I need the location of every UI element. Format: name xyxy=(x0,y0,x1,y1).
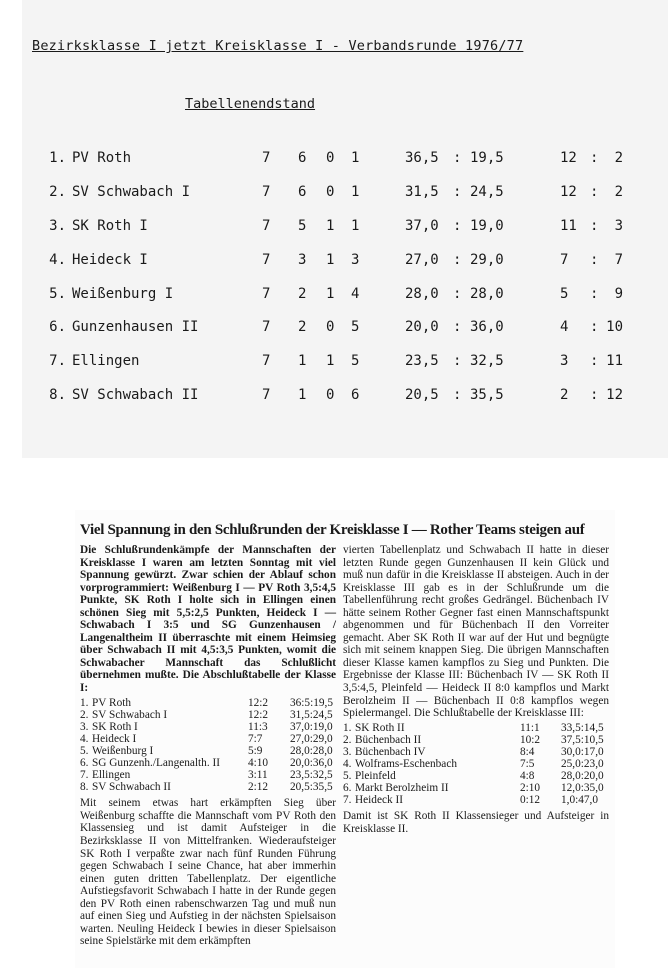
rank-cell: 1. xyxy=(80,696,89,709)
team-cell: Ellingen xyxy=(92,769,131,782)
table-row xyxy=(80,781,336,793)
separator: : xyxy=(590,387,599,403)
wins-cell: 6 xyxy=(298,184,307,200)
team-cell: SG Gunzenh./Langenalth. II xyxy=(92,757,220,770)
board-points-cell: 12,0:35,0 xyxy=(561,782,604,795)
standings-row xyxy=(0,252,668,274)
class-one-table xyxy=(80,697,336,794)
standings-row xyxy=(0,286,668,308)
board-points-against-cell: 19,0 xyxy=(470,218,504,234)
losses-cell: 4 xyxy=(351,286,360,302)
table-row xyxy=(80,709,336,721)
wins-cell: 2 xyxy=(298,319,307,335)
standings-row xyxy=(0,218,668,240)
games-cell: 7 xyxy=(262,387,271,403)
board-points-against-cell: 36,0 xyxy=(470,319,504,335)
points-cell: 2:10 xyxy=(520,782,541,795)
table-row xyxy=(80,757,336,769)
draws-cell: 0 xyxy=(326,184,335,200)
standings-row xyxy=(0,353,668,375)
board-points-cell: 31,5:24,5 xyxy=(290,708,333,721)
wins-cell: 5 xyxy=(298,218,307,234)
separator: : xyxy=(590,319,599,335)
games-cell: 7 xyxy=(262,218,271,234)
points-against-cell: 7 xyxy=(614,252,623,268)
rank-cell: 1. xyxy=(49,150,66,166)
rank-cell: 7. xyxy=(343,794,352,807)
team-cell: SK Roth I xyxy=(92,720,138,733)
clipping-left-column xyxy=(80,544,336,948)
losses-cell: 5 xyxy=(351,353,360,369)
rank-cell: 3. xyxy=(80,720,89,733)
points-for-cell: 4 xyxy=(560,319,569,335)
board-points-cell: 37,5:10,5 xyxy=(561,733,604,746)
team-cell: PV Roth xyxy=(72,150,132,166)
points-cell: 11:1 xyxy=(520,721,540,734)
points-cell: 11:3 xyxy=(248,720,268,733)
points-cell: 2:12 xyxy=(248,781,269,794)
board-points-cell: 30,0:17,0 xyxy=(561,745,604,758)
team-cell: Heideck I xyxy=(92,732,137,745)
draws-cell: 1 xyxy=(326,353,335,369)
wins-cell: 1 xyxy=(298,353,307,369)
team-cell: Gunzenhausen II xyxy=(72,319,199,335)
points-against-cell: 2 xyxy=(614,184,623,200)
board-points-for-cell: 27,0 xyxy=(405,252,439,268)
draws-cell: 0 xyxy=(326,150,335,166)
team-cell: Büchenbach IV xyxy=(355,745,426,758)
separator: : xyxy=(453,252,462,268)
separator: : xyxy=(590,252,599,268)
rank-cell: 5. xyxy=(49,286,66,302)
separator: : xyxy=(453,286,462,302)
games-cell: 7 xyxy=(262,353,271,369)
board-points-against-cell: 24,5 xyxy=(470,184,504,200)
points-cell: 4:10 xyxy=(248,757,269,770)
draws-cell: 1 xyxy=(326,286,335,302)
team-cell: SV Schwabach I xyxy=(72,184,191,200)
points-for-cell: 12 xyxy=(560,184,577,200)
points-cell: 7:5 xyxy=(520,757,535,770)
board-points-for-cell: 23,5 xyxy=(405,353,439,369)
clipping-right-column xyxy=(343,544,609,835)
team-cell: PV Roth xyxy=(92,696,132,709)
table-row xyxy=(343,734,609,746)
points-for-cell: 5 xyxy=(560,286,569,302)
board-points-cell: 20,0:36,0 xyxy=(290,757,333,770)
board-points-cell: 28,0:28,0 xyxy=(290,744,333,757)
team-cell: SV Schwabach I xyxy=(92,708,168,721)
team-cell: SV Schwabach II xyxy=(92,781,171,794)
points-for-cell: 2 xyxy=(560,387,569,403)
board-points-for-cell: 31,5 xyxy=(405,184,439,200)
board-points-for-cell: 28,0 xyxy=(405,286,439,302)
points-cell: 7:7 xyxy=(248,732,263,745)
points-cell: 8:4 xyxy=(520,745,535,758)
table-row xyxy=(343,746,609,758)
separator: : xyxy=(453,150,462,166)
right-outro-paragraph: Damit ist SK Roth II Klassensieger und Aufsteiger in Kreisklasse II. xyxy=(343,810,609,835)
rank-cell: 6. xyxy=(343,782,352,795)
page-heading: Bezirksklasse I jetzt Kreisklasse I - Verbandsrunde 1976/77 xyxy=(32,38,524,54)
wins-cell: 2 xyxy=(298,286,307,302)
separator: : xyxy=(590,218,599,234)
board-points-cell: 37,0:19,0 xyxy=(290,720,333,733)
board-points-cell: 1,0:47,0 xyxy=(561,794,599,807)
table-row xyxy=(80,697,336,709)
board-points-cell: 27,0:29,0 xyxy=(290,732,333,745)
team-cell: Pleinfeld xyxy=(355,770,396,783)
points-for-cell: 3 xyxy=(560,353,569,369)
board-points-against-cell: 29,0 xyxy=(470,252,504,268)
rank-cell: 4. xyxy=(80,732,89,745)
wins-cell: 6 xyxy=(298,150,307,166)
board-points-against-cell: 28,0 xyxy=(470,286,504,302)
team-cell: Büchenbach II xyxy=(355,733,422,746)
team-cell: SK Roth I xyxy=(72,218,148,234)
points-against-cell: 2 xyxy=(614,150,623,166)
points-against-cell: 11 xyxy=(606,353,623,369)
separator: : xyxy=(590,184,599,200)
board-points-cell: 25,0:23,0 xyxy=(561,757,604,770)
board-points-cell: 36:5:19,5 xyxy=(290,696,333,709)
games-cell: 7 xyxy=(262,319,271,335)
standings-row xyxy=(0,319,668,341)
points-cell: 10:2 xyxy=(520,733,541,746)
rank-cell: 7. xyxy=(80,769,89,782)
board-points-cell: 33,5:14,5 xyxy=(561,721,604,734)
rank-cell: 2. xyxy=(80,708,89,721)
team-cell: Wolframs-Eschenbach xyxy=(355,757,457,770)
table-row xyxy=(80,733,336,745)
rank-cell: 2. xyxy=(343,733,352,746)
draws-cell: 0 xyxy=(326,387,335,403)
class-three-table xyxy=(343,722,609,807)
points-for-cell: 12 xyxy=(560,150,577,166)
clipping-headline: Viel Spannung in den Schlußrunden der Kreisklasse I — Rother Teams steigen auf xyxy=(80,522,585,538)
rank-cell: 8. xyxy=(80,781,89,794)
table-row xyxy=(80,745,336,757)
separator: : xyxy=(590,353,599,369)
points-against-cell: 12 xyxy=(606,387,623,403)
losses-cell: 6 xyxy=(351,387,360,403)
wins-cell: 3 xyxy=(298,252,307,268)
table-row xyxy=(343,794,609,806)
wins-cell: 1 xyxy=(298,387,307,403)
draws-cell: 1 xyxy=(326,218,335,234)
points-cell: 3:11 xyxy=(248,769,268,782)
board-points-for-cell: 20,5 xyxy=(405,387,439,403)
team-cell: Heideck II xyxy=(355,794,403,807)
team-cell: Weißenburg I xyxy=(72,286,174,302)
table-row xyxy=(80,721,336,733)
rank-cell: 3. xyxy=(49,218,66,234)
separator: : xyxy=(453,387,462,403)
standings-row xyxy=(0,184,668,206)
points-cell: 5:9 xyxy=(248,744,263,757)
draws-cell: 0 xyxy=(326,319,335,335)
separator: : xyxy=(453,353,462,369)
board-points-for-cell: 37,0 xyxy=(405,218,439,234)
team-cell: SK Roth II xyxy=(355,721,405,734)
standings-row xyxy=(0,150,668,172)
table-row xyxy=(343,782,609,794)
rank-cell: 4. xyxy=(343,757,352,770)
rank-cell: 1. xyxy=(343,721,352,734)
team-cell: Weißenburg I xyxy=(92,744,154,757)
points-against-cell: 9 xyxy=(614,286,623,302)
points-against-cell: 3 xyxy=(614,218,623,234)
table-row xyxy=(343,758,609,770)
points-cell: 12:2 xyxy=(248,696,269,709)
rank-cell: 5. xyxy=(343,770,352,783)
team-cell: Markt Berolzheim II xyxy=(355,782,449,795)
table-row xyxy=(343,770,609,782)
rank-cell: 5. xyxy=(80,744,89,757)
separator: : xyxy=(453,184,462,200)
table-row xyxy=(343,722,609,734)
rank-cell: 3. xyxy=(343,745,352,758)
separator: : xyxy=(590,150,599,166)
separator: : xyxy=(453,218,462,234)
losses-cell: 3 xyxy=(351,252,360,268)
rank-cell: 4. xyxy=(49,252,66,268)
team-cell: SV Schwabach II xyxy=(72,387,199,403)
points-against-cell: 10 xyxy=(606,319,623,335)
board-points-against-cell: 35,5 xyxy=(470,387,504,403)
points-for-cell: 7 xyxy=(560,252,569,268)
board-points-for-cell: 20,0 xyxy=(405,319,439,335)
board-points-cell: 23,5:32,5 xyxy=(290,769,333,782)
team-cell: Ellingen xyxy=(72,353,140,369)
points-for-cell: 11 xyxy=(560,218,577,234)
losses-cell: 1 xyxy=(351,184,360,200)
points-cell: 12:2 xyxy=(248,708,269,721)
rank-cell: 8. xyxy=(49,387,66,403)
standings-row xyxy=(0,387,668,409)
points-cell: 0:12 xyxy=(520,794,541,807)
right-body-paragraph: vierten Tabellenplatz und Schwabach II hatte in dieser letzten Runde gegen Gunzenhausen II kein Glück und muß nun dafür in die Kreisklasse II absteigen. Auch in der Kreisklasse III gab es in der Schlußrunde um die Tabellenführung recht großes Gedrängel. Büchenbach IV hätte seinem Rother Gegner fast einen Mannschaftspunkt abgenommen und für Büchenbach II den Vorreiter gemacht. Aber SK Roth II war auf der Hut und begnügte sich mit seinem knappen Sieg. Die übrigen Mannschaften dieser Klasse kamen kampflos zu Sieg und Punkten. Die Ergebnisse der Klasse III: Büchenbach IV — SK Roth II 3,5:4,5, Pleinfeld — Heideck II 8:0 kampflos und Markt Berolzheim II — Büchenbach II 0:8 kampflos wegen Spielermangel. Die Schlußtabelle der Kreisklasse III: xyxy=(343,544,609,720)
separator: : xyxy=(590,286,599,302)
rank-cell: 6. xyxy=(80,757,89,770)
losses-cell: 5 xyxy=(351,319,360,335)
draws-cell: 1 xyxy=(326,252,335,268)
table-row xyxy=(80,769,336,781)
games-cell: 7 xyxy=(262,286,271,302)
separator: : xyxy=(453,319,462,335)
board-points-for-cell: 36,5 xyxy=(405,150,439,166)
rank-cell: 2. xyxy=(49,184,66,200)
points-cell: 4:8 xyxy=(520,770,535,783)
rank-cell: 7. xyxy=(49,353,66,369)
losses-cell: 1 xyxy=(351,218,360,234)
board-points-cell: 28,0:20,0 xyxy=(561,770,604,783)
board-points-against-cell: 32,5 xyxy=(470,353,504,369)
rank-cell: 6. xyxy=(49,319,66,335)
left-outro-paragraph: Mit seinem etwas hart erkämpften Sieg über Weißenburg schaffte die Mannschaft vom PV Roth den Klassensieg und ist damit Aufsteiger in die Bezirksklasse II von Mittelfranken. Wiederaufsteiger SK Roth I verpaßte zwar nach fünf Runden Führung gegen Schwabach I seine Chance, hat aber immerhin einen guten dritten Tabellenplatz. Der eigentliche Aufstiegsfavorit Schwabach I hatte in der Runde gegen den PV Roth einen rabenschwarzen Tag und muß nun auf einen Sieg und Aufstieg in der nächsten Spielsaison warten. Neuling Heideck I bewies in dieser Spielsaison seine Spielstärke mit dem erkämpften xyxy=(80,797,336,948)
team-cell: Heideck I xyxy=(72,252,148,268)
games-cell: 7 xyxy=(262,150,271,166)
losses-cell: 1 xyxy=(351,150,360,166)
games-cell: 7 xyxy=(262,252,271,268)
left-intro-paragraph: Die Schlußrundenkämpfe der Mannschaften der Kreisklasse I waren am letzten Sonntag mit viel Spannung gewürzt. Zwar schien der Ablauf schon vorprogrammiert: Weißenburg I — PV Roth 3,5:4,5 Punkte, SK Roth I holte sich in Ellingen einen schönen Sieg mit 5,5:2,5 Punkten, Heideck I — Schwabach I 3:5 und SG Gunzenhausen / Langenaltheim II überraschte mit einem Heimsieg über Schwabach II mit 4,5:3,5 Punkten, womit die Schwabacher Mannschaft das Schlußlicht übernehmen mußte. Die Abschlußtabelle der Klasse I: xyxy=(80,544,336,695)
board-points-against-cell: 19,5 xyxy=(470,150,504,166)
standings-subheading: Tabellenendstand xyxy=(185,96,316,112)
games-cell: 7 xyxy=(262,184,271,200)
board-points-cell: 20,5:35,5 xyxy=(290,781,333,794)
